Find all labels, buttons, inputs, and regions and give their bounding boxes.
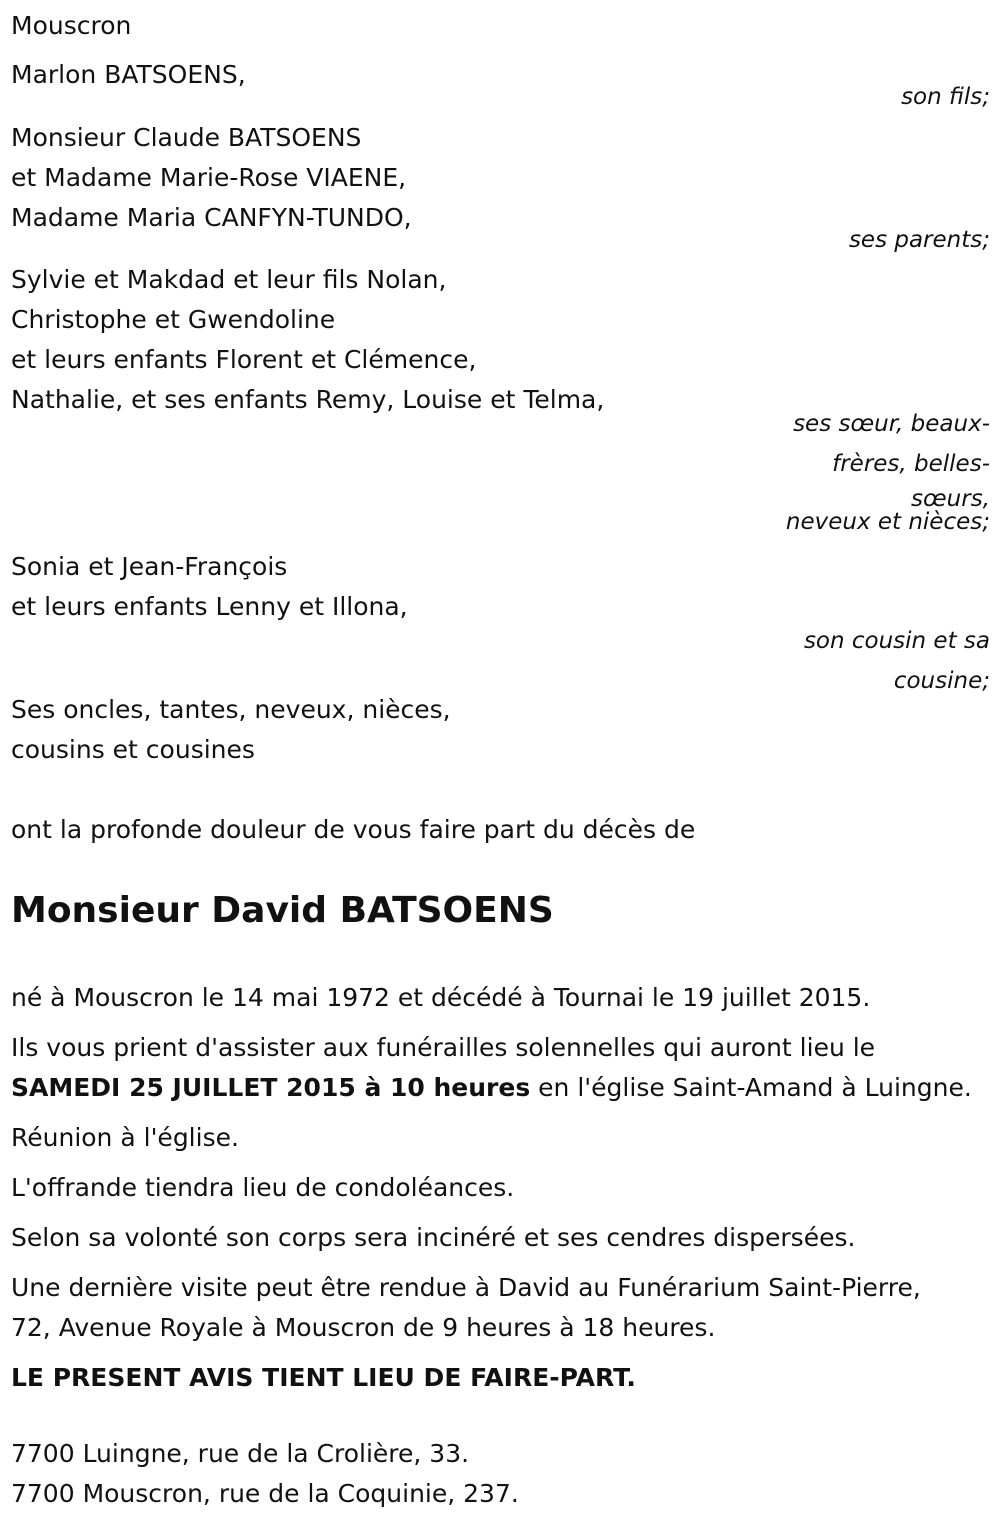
family-line: Christophe et Gwendoline: [11, 305, 336, 334]
relation-label-line: ses sœur, beaux-: [793, 411, 990, 437]
announcement: ont la profonde douleur de vous faire part du décès de: [11, 815, 696, 844]
family-line: Monsieur Claude BATSOENS: [11, 123, 362, 152]
cremation-info: Selon sa volonté son corps sera incinéré et ses cendres dispersées.: [11, 1223, 856, 1252]
relation-label: ses parents;: [848, 227, 990, 253]
birth-death: né à Mouscron le 14 mai 1972 et décédé à Tournai le 19 juillet 2015.: [11, 983, 871, 1012]
family-line: Ses oncles, tantes, neveux, nièces,: [11, 695, 451, 724]
visit-info: [11, 1268, 990, 1348]
visit-line: 72, Avenue Royale à Mouscron de 9 heures à 18 heures.: [11, 1313, 716, 1342]
family-parents: [11, 118, 990, 260]
funeral-place: en l'église Saint-Amand à Luingne.: [530, 1073, 972, 1102]
meeting-info: Réunion à l'église.: [11, 1123, 239, 1152]
address-line: 7700 Mouscron, rue de la Coquinie, 237.: [11, 1479, 519, 1508]
family-son: [11, 55, 990, 117]
relation-label-line: neveux et nièces;: [785, 509, 990, 535]
family-siblings: [11, 260, 990, 535]
relation-label-line: sœurs,: [911, 486, 990, 512]
notice: LE PRESENT AVIS TIENT LIEU DE FAIRE-PART.: [11, 1363, 636, 1392]
funeral-invitation: [11, 1028, 990, 1108]
family-line: et leurs enfants Florent et Clémence,: [11, 345, 477, 374]
offering-info: L'offrande tiendra lieu de condoléances.: [11, 1173, 515, 1202]
relation-label-line: frères, belles-: [832, 451, 990, 477]
relation-label: [11, 621, 990, 701]
family-line: Sylvie et Makdad et leur fils Nolan,: [11, 265, 447, 294]
family-line: Nathalie, et ses enfants Remy, Louise et Telma,: [11, 385, 605, 414]
family-line: et leurs enfants Lenny et Illona,: [11, 592, 408, 621]
relation-label-line: cousine;: [893, 668, 990, 694]
funeral-details: [11, 978, 990, 1408]
family-line: Madame Maria CANFYN-TUNDO,: [11, 203, 412, 232]
family-line: Sonia et Jean-François: [11, 552, 288, 581]
address-line: 7700 Luingne, rue de la Crolière, 33.: [11, 1439, 470, 1468]
family-line: cousins et cousines: [11, 735, 255, 764]
deceased-name: Monsieur David BATSOENS: [11, 890, 554, 931]
relation-label-line: son cousin et sa: [803, 628, 990, 654]
funeral-date: SAMEDI 25 JUILLET 2015 à 10 heures: [11, 1073, 531, 1102]
family-line: Marlon BATSOENS,: [11, 60, 246, 89]
town-heading: Mouscron: [11, 11, 132, 40]
invitation-intro: Ils vous prient d'assister aux funérailles solennelles qui auront lieu le: [11, 1033, 876, 1062]
invitation-date-place: [11, 1068, 990, 1108]
family-others: [11, 690, 990, 770]
addresses: [11, 1434, 519, 1514]
visit-line: Une dernière visite peut être rendue à David au Funérarium Saint-Pierre,: [11, 1273, 921, 1302]
family-cousins: [11, 547, 990, 701]
family-line: et Madame Marie-Rose VIAENE,: [11, 163, 407, 192]
relation-label: [11, 404, 990, 535]
relation-label: son fils;: [901, 84, 990, 110]
